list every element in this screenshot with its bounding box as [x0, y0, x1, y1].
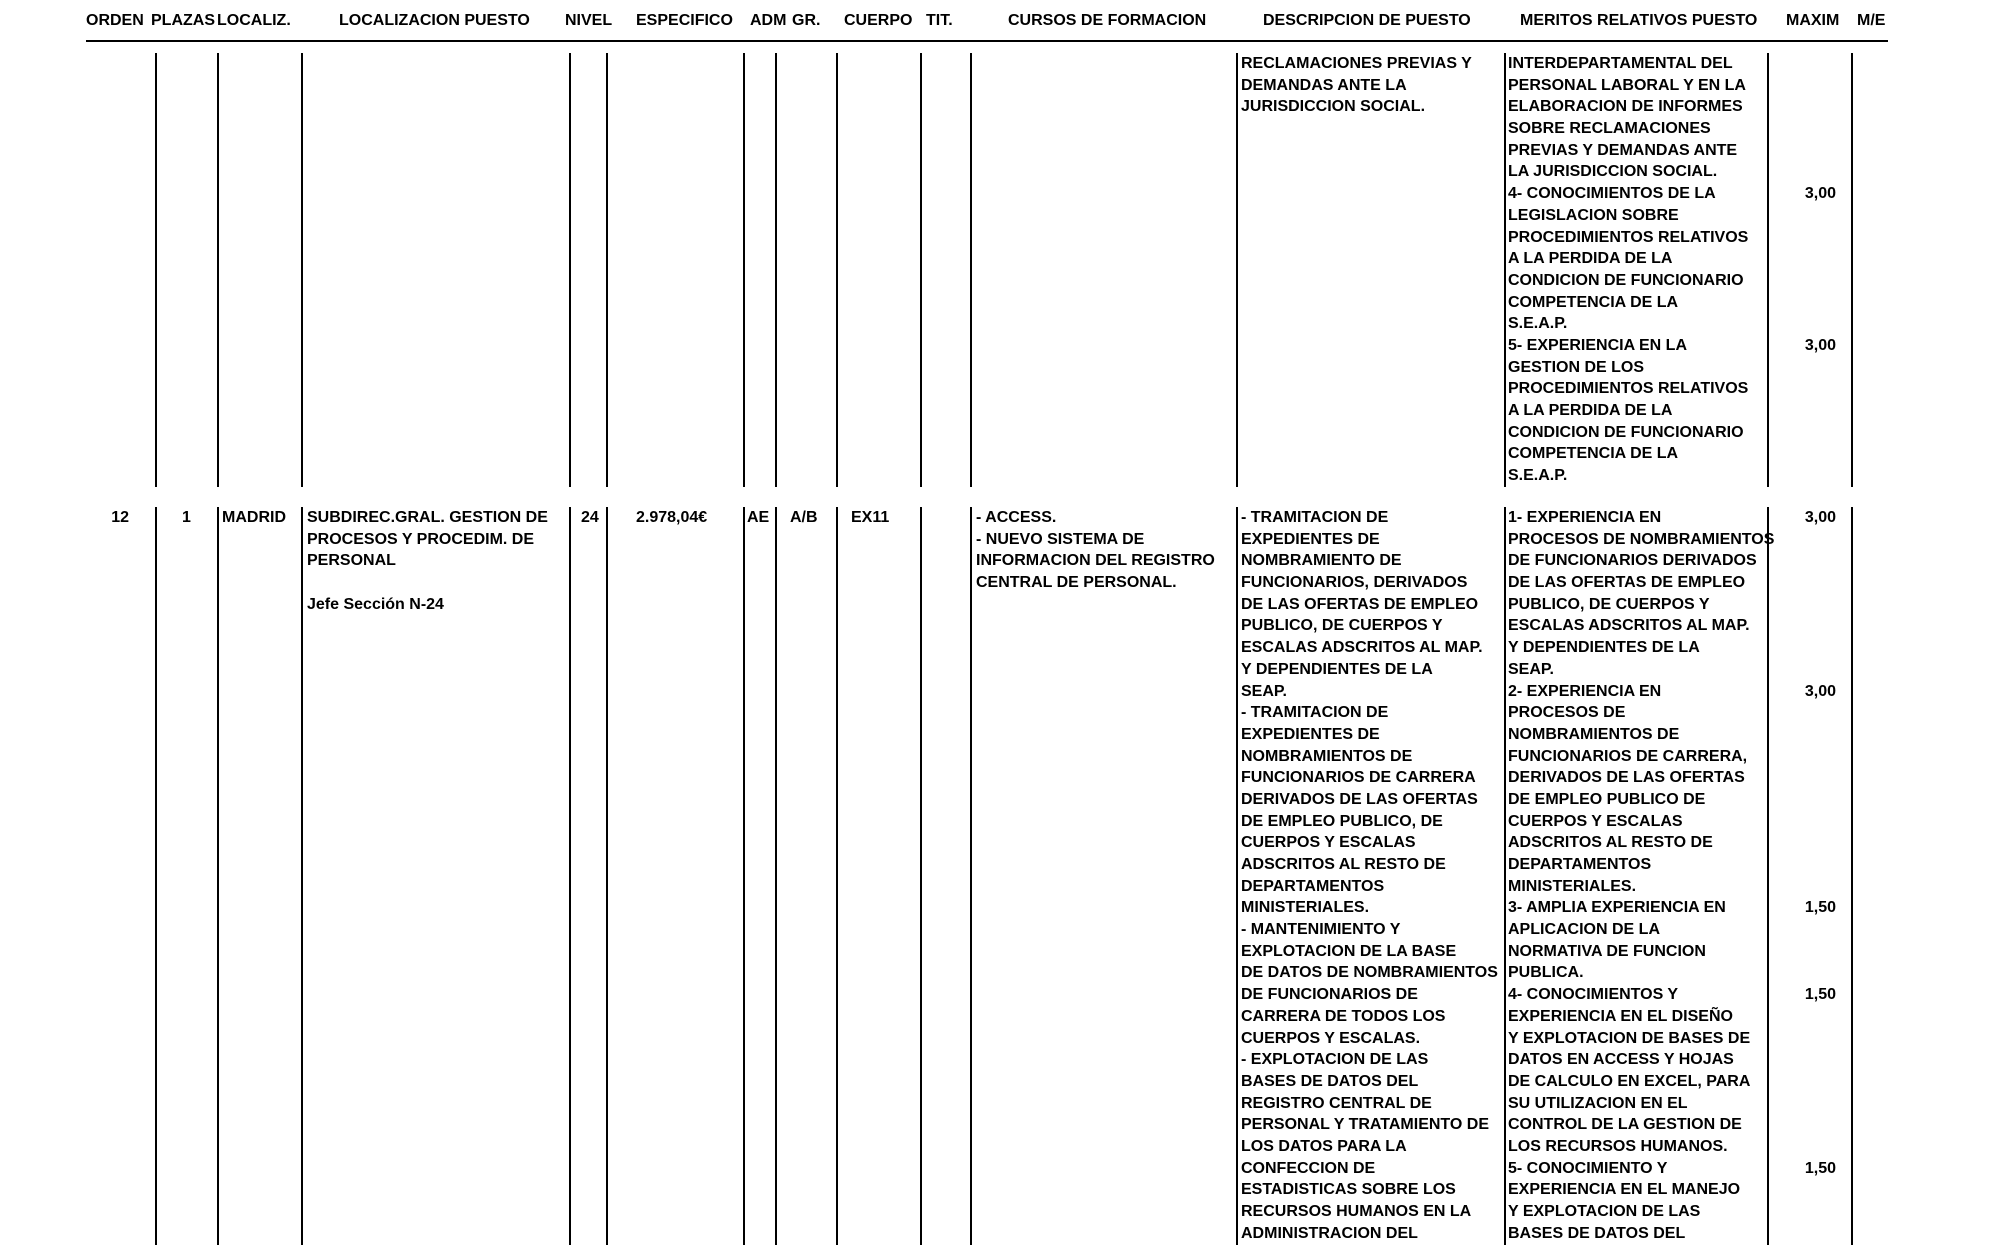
header-adm: ADM: [750, 12, 787, 29]
text-line: 3,00: [1804, 336, 1836, 354]
text-line: PUBLICO, DE CUERPOS Y: [1508, 595, 1710, 613]
column-divider: [775, 507, 777, 1245]
column-divider: [155, 507, 157, 1245]
text-line: MINISTERIALES.: [1508, 877, 1637, 895]
text-line: INFORMACION DEL REGISTRO: [976, 552, 1215, 570]
row1-meritos: [1508, 53, 1748, 487]
text-line: [1770, 75, 1836, 97]
text-line: [1770, 140, 1836, 162]
row2-maxim: [1770, 507, 1836, 1179]
text-line: [1770, 724, 1836, 746]
column-divider: [836, 507, 838, 1245]
text-line: [1770, 53, 1836, 75]
text-line: S.E.A.P.: [1508, 467, 1568, 485]
text-line: DE FUNCIONARIOS DERIVADOS: [1508, 552, 1757, 570]
text-line: DE LAS OFERTAS DE EMPLEO: [1508, 574, 1746, 592]
text-line: PUBLICO, DE CUERPOS Y: [1241, 617, 1443, 635]
text-line: [1770, 962, 1836, 984]
text-line: CUERPOS Y ESCALAS: [1241, 834, 1416, 852]
text-line: - TRAMITACION DE: [1241, 509, 1389, 526]
text-line: DERIVADOS DE LAS OFERTAS: [1508, 769, 1745, 787]
text-line: SU UTILIZACION EN EL: [1508, 1094, 1688, 1112]
text-line: NOMBRAMIENTOS DE: [1508, 725, 1680, 743]
text-line: CARRERA DE TODOS LOS: [1241, 1007, 1446, 1025]
column-divider: [970, 507, 972, 1245]
row2-gr: A/B: [790, 509, 818, 526]
text-line: SEAP.: [1241, 682, 1287, 700]
text-line: [1770, 529, 1836, 551]
row1-descripcion: [1241, 53, 1472, 118]
text-line: PROCEDIMIENTOS RELATIVOS: [1508, 228, 1749, 246]
text-line: PROCESOS DE NOMBRAMIENTOS: [1508, 530, 1775, 548]
column-divider: [301, 53, 303, 487]
text-line: Y DEPENDIENTES DE LA: [1508, 639, 1700, 657]
text-line: [1770, 550, 1836, 572]
text-line: FUNCIONARIOS, DERIVADOS: [1241, 574, 1468, 592]
text-line: EXPERIENCIA EN EL DISEÑO: [1508, 1007, 1733, 1025]
text-line: NOMBRAMIENTO DE: [1241, 552, 1402, 570]
text-line: REGISTRO CENTRAL DE: [1241, 1094, 1432, 1112]
row2-nivel: 24: [581, 509, 599, 526]
text-line: EXPEDIENTES DE: [1241, 530, 1380, 548]
header-orden: ORDEN: [86, 12, 144, 29]
text-line: Y DEPENDIENTES DE LA: [1241, 660, 1433, 678]
text-line: S.E.A.P.: [1508, 315, 1568, 333]
text-line: 5- CONOCIMIENTO Y: [1508, 1159, 1668, 1177]
text-line: - TRAMITACION DE: [1241, 704, 1389, 722]
row2-descripcion: [1241, 507, 1498, 1244]
text-line: 2- EXPERIENCIA EN: [1508, 682, 1662, 700]
text-line: [1770, 702, 1836, 724]
row2-orden: 12: [111, 509, 129, 526]
column-divider: [836, 53, 838, 487]
text-line: DEPARTAMENTOS: [1241, 877, 1385, 895]
text-line: [1770, 227, 1836, 249]
text-line: CUERPOS Y ESCALAS.: [1241, 1029, 1421, 1047]
text-line: SOBRE RECLAMACIONES: [1508, 120, 1711, 138]
text-line: FUNCIONARIOS DE CARRERA,: [1508, 747, 1748, 765]
header-descripcion: DESCRIPCION DE PUESTO: [1263, 12, 1471, 29]
text-line: DE DATOS DE NOMBRAMIENTOS: [1241, 964, 1498, 982]
text-line: [1770, 161, 1836, 183]
text-line: 1,50: [1804, 899, 1836, 917]
text-line: NORMATIVA DE FUNCION: [1508, 942, 1706, 960]
column-divider: [743, 507, 745, 1245]
text-line: [1770, 1006, 1836, 1028]
text-line: DEPARTAMENTOS: [1508, 856, 1652, 873]
text-line: A LA PERDIDA DE LA: [1508, 402, 1673, 419]
text-line: 4- CONOCIMIENTOS DE LA: [1508, 185, 1716, 203]
row2-adm: AE: [747, 509, 770, 526]
text-line: - ACCESS.: [976, 509, 1057, 526]
header-maxim: MAXIM: [1786, 12, 1840, 29]
text-line: 1- EXPERIENCIA EN: [1508, 509, 1662, 526]
header-cursos: CURSOS DE FORMACION: [1008, 12, 1207, 29]
row2-cursos: [976, 507, 1215, 594]
text-line: EXPEDIENTES DE: [1241, 725, 1380, 743]
text-line: [1770, 96, 1836, 118]
header-rule: [86, 40, 1888, 42]
text-line: ESCALAS ADSCRITOS AL MAP.: [1508, 617, 1750, 635]
text-line: [1770, 854, 1836, 876]
text-line: [1770, 919, 1836, 941]
text-line: INTERDEPARTAMENTAL DEL: [1508, 55, 1733, 72]
text-line: ESCALAS ADSCRITOS AL MAP.: [1241, 639, 1483, 657]
header-gr: GR.: [792, 12, 821, 29]
column-divider: [1236, 507, 1238, 1245]
text-line: Y EXPLOTACION DE LAS: [1508, 1203, 1701, 1220]
text-line: [1770, 248, 1836, 270]
column-divider: [775, 53, 777, 487]
text-line: [1770, 659, 1836, 681]
text-line: CENTRAL DE PERSONAL.: [976, 574, 1177, 592]
text-line: LOS RECURSOS HUMANOS.: [1508, 1137, 1728, 1155]
row2-cuerpo: EX11: [851, 509, 890, 526]
text-line: [1770, 292, 1836, 314]
text-line: ADSCRITOS AL RESTO DE: [1241, 856, 1446, 873]
text-line: [307, 572, 548, 594]
text-line: [1770, 637, 1836, 659]
header-plazas: PLAZAS: [151, 12, 215, 29]
text-line: [1770, 832, 1836, 854]
column-divider: [569, 507, 571, 1245]
text-line: APLICACION DE LA: [1508, 921, 1660, 939]
text-line: [1770, 746, 1836, 768]
text-line: DE FUNCIONARIOS DE: [1241, 986, 1418, 1004]
text-line: PUBLICA.: [1508, 964, 1584, 982]
column-divider: [970, 53, 972, 487]
text-line: [1770, 876, 1836, 898]
column-divider: [1504, 53, 1506, 487]
column-divider: [1236, 53, 1238, 487]
text-line: [1770, 270, 1836, 292]
text-line: MINISTERIALES.: [1241, 899, 1370, 917]
column-divider: [1851, 53, 1853, 487]
header-me: M/E: [1857, 12, 1886, 29]
column-divider: [920, 507, 922, 1245]
text-line: [1770, 941, 1836, 963]
text-line: [1770, 572, 1836, 594]
text-line: RECLAMACIONES PREVIAS Y: [1241, 55, 1472, 72]
text-line: Jefe Sección N-24: [307, 595, 444, 613]
text-line: A LA PERDIDA DE LA: [1508, 250, 1673, 268]
text-line: 1,50: [1804, 1159, 1836, 1177]
header-especifico: ESPECIFICO: [636, 12, 733, 29]
text-line: GESTION DE LOS: [1508, 358, 1645, 376]
text-line: RECURSOS HUMANOS EN LA: [1241, 1203, 1472, 1220]
text-line: - NUEVO SISTEMA DE: [976, 530, 1145, 548]
header-localiz: LOCALIZ.: [217, 12, 291, 29]
text-line: JURISDICCION SOCIAL.: [1241, 98, 1426, 116]
text-line: PERSONAL: [307, 552, 396, 570]
text-line: [1770, 767, 1836, 789]
text-line: [1770, 313, 1836, 335]
text-line: DE EMPLEO PUBLICO, DE: [1241, 812, 1443, 830]
text-line: [1770, 1136, 1836, 1158]
text-line: LOS DATOS PARA LA: [1241, 1137, 1407, 1155]
text-line: 5- EXPERIENCIA EN LA: [1508, 336, 1687, 354]
text-line: - MANTENIMIENTO Y: [1241, 921, 1401, 939]
text-line: PERSONAL LABORAL Y EN LA: [1508, 76, 1746, 94]
text-line: PROCEDIMIENTOS RELATIVOS: [1508, 380, 1749, 398]
column-divider: [1504, 507, 1506, 1245]
text-line: CUERPOS Y ESCALAS: [1508, 812, 1683, 830]
column-divider: [1851, 507, 1853, 1245]
text-line: LA JURISDICCION SOCIAL.: [1508, 163, 1718, 181]
text-line: ESTADISTICAS SOBRE LOS: [1241, 1181, 1456, 1199]
text-line: - EXPLOTACION DE LAS: [1241, 1051, 1429, 1069]
text-line: Y EXPLOTACION DE BASES DE: [1508, 1029, 1751, 1047]
column-divider: [606, 53, 608, 487]
text-line: CONDICION DE FUNCIONARIO: [1508, 271, 1744, 289]
text-line: CONFECCION DE: [1241, 1159, 1376, 1177]
text-line: EXPERIENCIA EN EL MANEJO: [1508, 1181, 1741, 1199]
text-line: 3,00: [1804, 185, 1836, 203]
text-line: 3,00: [1804, 682, 1836, 700]
column-divider: [743, 53, 745, 487]
text-line: ELABORACION DE INFORMES: [1508, 98, 1743, 116]
text-line: COMPETENCIA DE LA: [1508, 445, 1679, 463]
header-nivel: NIVEL: [565, 12, 613, 29]
text-line: DE LAS OFERTAS DE EMPLEO: [1241, 595, 1479, 613]
row2-especifico: 2.978,04€: [636, 509, 708, 526]
text-line: BASES DE DATOS DEL: [1508, 1224, 1686, 1242]
header-meritos: MERITOS RELATIVOS PUESTO: [1520, 12, 1758, 29]
text-line: [1770, 1028, 1836, 1050]
text-line: [1770, 1071, 1836, 1093]
text-line: NOMBRAMIENTOS DE: [1241, 747, 1413, 765]
column-divider: [217, 53, 219, 487]
text-line: ADMINISTRACION DEL: [1241, 1224, 1418, 1242]
row2-localiz: MADRID: [222, 509, 286, 526]
text-line: 1,50: [1804, 986, 1836, 1004]
column-divider: [569, 53, 571, 487]
text-line: PROCESOS Y PROCEDIM. DE: [307, 530, 535, 548]
row1-maxim: [1770, 53, 1836, 357]
text-line: FUNCIONARIOS DE CARRERA: [1241, 769, 1476, 787]
text-line: COMPETENCIA DE LA: [1508, 293, 1679, 311]
text-line: 3,00: [1804, 509, 1836, 526]
column-divider: [920, 53, 922, 487]
text-line: DE EMPLEO PUBLICO DE: [1508, 790, 1706, 808]
row2-meritos: [1508, 507, 1774, 1244]
header-cuerpo: CUERPO: [844, 12, 913, 29]
text-line: LEGISLACION SOBRE: [1508, 206, 1679, 224]
text-line: PROCESOS DE: [1508, 704, 1626, 722]
text-line: DERIVADOS DE LAS OFERTAS: [1241, 790, 1478, 808]
text-line: SUBDIREC.GRAL. GESTION DE: [307, 509, 548, 526]
text-line: PERSONAL Y TRATAMIENTO DE: [1241, 1116, 1490, 1134]
text-line: EXPLOTACION DE LA BASE: [1241, 942, 1457, 960]
text-line: CONDICION DE FUNCIONARIO: [1508, 423, 1744, 441]
column-divider: [1767, 53, 1769, 487]
text-line: DATOS EN ACCESS Y HOJAS: [1508, 1051, 1734, 1069]
text-line: [1770, 811, 1836, 833]
text-line: [1770, 789, 1836, 811]
text-line: [1770, 118, 1836, 140]
text-line: SEAP.: [1508, 660, 1554, 678]
column-divider: [217, 507, 219, 1245]
text-line: [1770, 1114, 1836, 1136]
text-line: [1770, 205, 1836, 227]
text-line: DE CALCULO EN EXCEL, PARA: [1508, 1072, 1751, 1090]
column-divider: [155, 53, 157, 487]
text-line: 4- CONOCIMIENTOS Y: [1508, 986, 1679, 1004]
row2-localizacion-puesto: [307, 507, 548, 615]
row2-plazas: 1: [182, 509, 191, 526]
text-line: BASES DE DATOS DEL: [1241, 1072, 1419, 1090]
text-line: PREVIAS Y DEMANDAS ANTE: [1508, 141, 1738, 159]
column-divider: [301, 507, 303, 1245]
text-line: [1770, 594, 1836, 616]
text-line: [1770, 1093, 1836, 1115]
text-line: [1770, 1049, 1836, 1071]
column-divider: [606, 507, 608, 1245]
text-line: DEMANDAS ANTE LA: [1241, 76, 1407, 94]
text-line: ADSCRITOS AL RESTO DE: [1508, 834, 1713, 852]
text-line: 3- AMPLIA EXPERIENCIA EN: [1508, 899, 1726, 917]
text-line: [1770, 615, 1836, 637]
header-localizacion-puesto: LOCALIZACION PUESTO: [339, 12, 530, 29]
text-line: CONTROL DE LA GESTION DE: [1508, 1116, 1742, 1134]
header-tit: TIT.: [926, 12, 953, 29]
